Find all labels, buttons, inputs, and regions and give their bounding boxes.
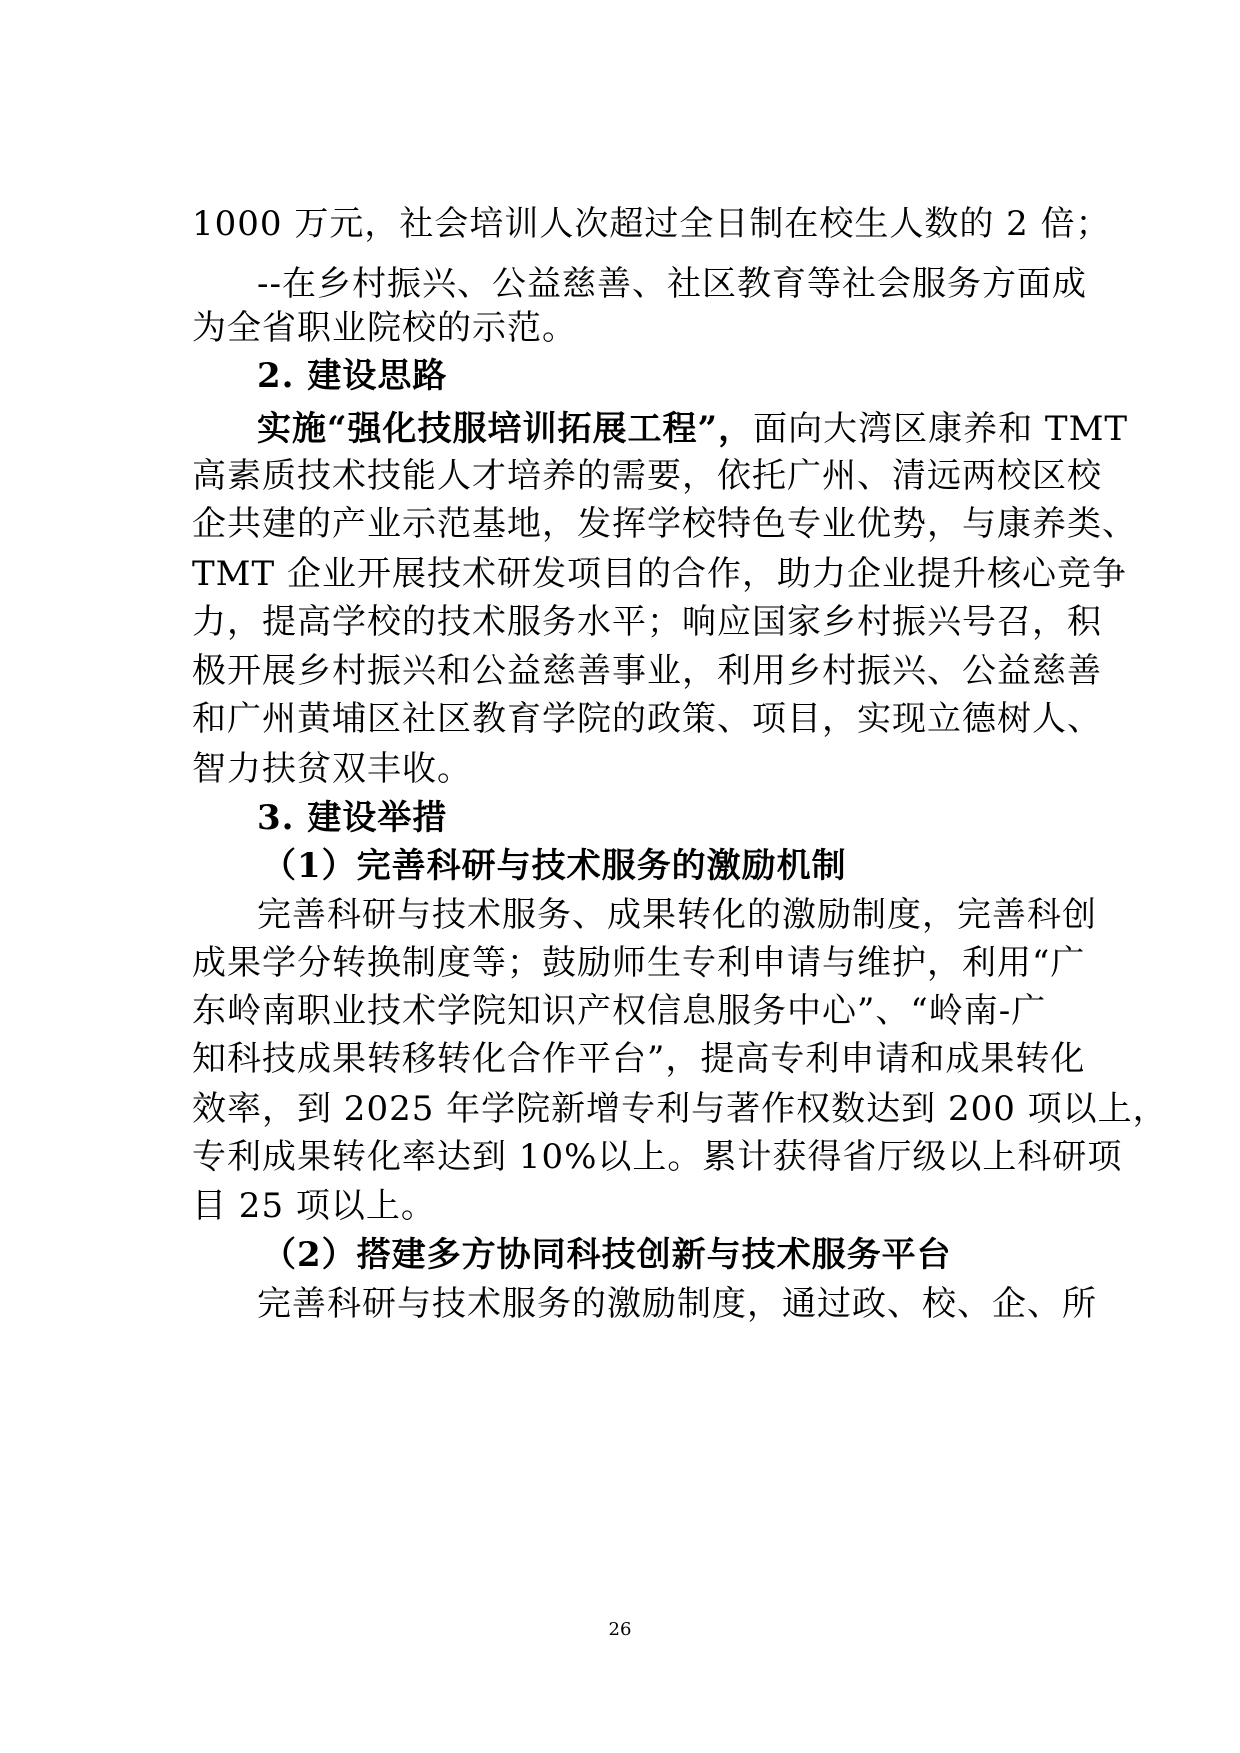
section-heading-approach: 2. 建设思路 — [257, 356, 448, 396]
paragraph-line: 力，提高学校的技术服务水平；响应国家乡村振兴号召，积 — [192, 602, 1102, 642]
paragraph-line: 东岭南职业技术学院知识产权信息服务中心”、“岭南-广 — [192, 991, 1047, 1031]
project-name-bold: 实施“强化技服培训拓展工程”， — [257, 409, 754, 449]
section-heading-measures: 3. 建设举措 — [257, 798, 448, 838]
subsection-heading-1: （1）完善科研与技术服务的激励机制 — [262, 846, 847, 886]
paragraph-line: 完善科研与技术服务、成果转化的激励制度，完善科创 — [257, 895, 1097, 935]
paragraph-line: 高素质技术技能人才培养的需要，依托广州、清远两校区校 — [192, 456, 1102, 496]
paragraph-line: 极开展乡村振兴和公益慈善事业，利用乡村振兴、公益慈善 — [192, 651, 1102, 691]
paragraph-line — [257, 405, 1128, 453]
paragraph-line: 完善科研与技术服务的激励制度，通过政、校、企、所 — [257, 1284, 1097, 1324]
paragraph-line: 企共建的产业示范基地，发挥学校特色专业优势，与康养类、 — [192, 504, 1137, 544]
paragraph-line: 效率，到 2025 年学院新增专利与著作权数达到 200 项以上， — [192, 1089, 1168, 1129]
paragraph-line: 专利成果转化率达到 10%以上。累计获得省厅级以上科研项 — [192, 1137, 1123, 1177]
paragraph-line: 智力扶贫双丰收。 — [192, 749, 472, 789]
paragraph-line: --在乡村振兴、公益慈善、社区教育等社会服务方面成 — [257, 264, 1087, 304]
paragraph-line: TMT 企业开展技术研发项目的合作，助力企业提升核心竞争 — [192, 554, 1127, 594]
paragraph-line: 和广州黄埔区社区教育学院的政策、项目，实现立德树人、 — [192, 699, 1102, 739]
paragraph-line: 知科技成果转移转化合作平台”，提高专利申请和成果转化 — [192, 1039, 1086, 1079]
paragraph-line: 成果学分转换制度等；鼓励师生专利申请与维护，利用“广 — [192, 943, 1086, 983]
paragraph-line: 目 25 项以上。 — [192, 1186, 436, 1226]
page-number: 26 — [608, 1619, 632, 1640]
paragraph-line: 为全省职业院校的示范。 — [192, 308, 577, 348]
paragraph-line-rest: 面向大湾区康养和 TMT — [753, 409, 1129, 449]
subsection-heading-2: （2）搭建多方协同科技创新与技术服务平台 — [262, 1235, 952, 1275]
paragraph-line: 1000 万元，社会培训人次超过全日制在校生人数的 2 倍； — [192, 204, 1111, 244]
